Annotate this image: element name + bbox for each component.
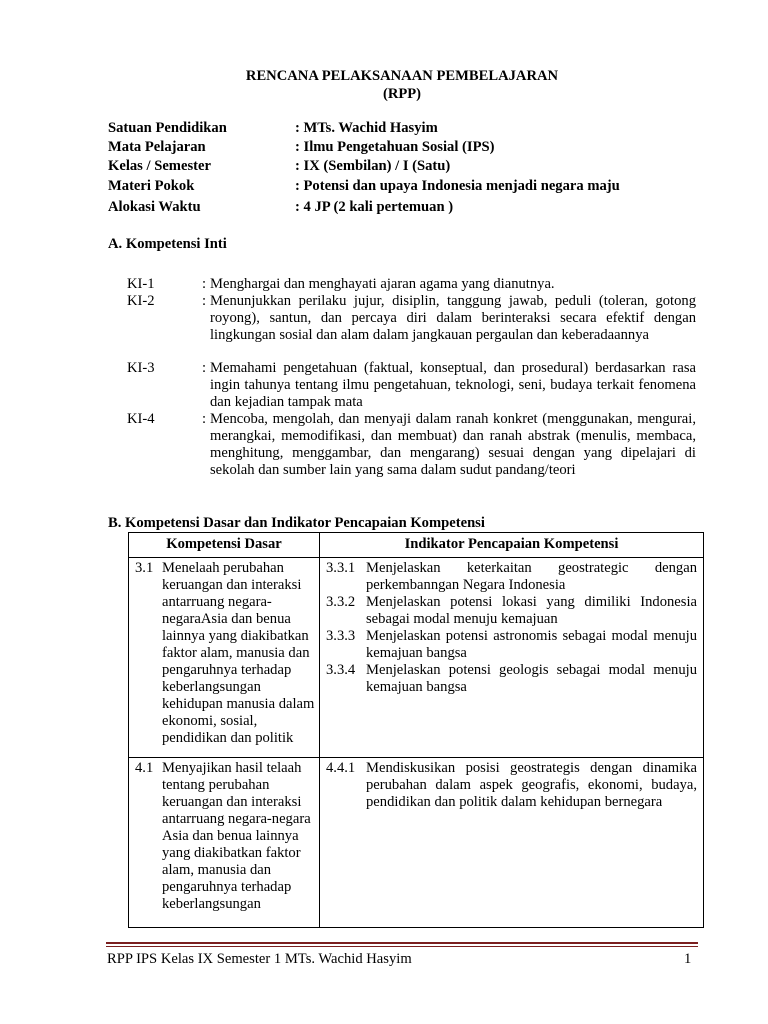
indicator-list (320, 558, 703, 696)
document-title: RENCANA PELAKSANAAN PEMBELAJARAN (245, 68, 559, 84)
identity-value: : IX (Sembilan) / I (Satu) (295, 158, 451, 174)
table-header-row (129, 533, 704, 558)
indicator-text: Menjelaskan keterkaitan geostrategic dengan perkembanngan Negara Indonesia (366, 560, 697, 593)
indicator-text: Menjelaskan potensi astronomis sebagai modal menuju kemajuan bangsa (366, 628, 697, 661)
indicator-text: Menjelaskan potensi geologis sebagai modal menuju kemajuan bangsa (366, 662, 697, 695)
kd-cell (129, 558, 320, 758)
ki-code: KI-2 (127, 293, 155, 309)
kd-number: 4.1 (135, 760, 154, 776)
identity-label: Kelas / Semester (108, 158, 211, 174)
identity-label: Materi Pokok (108, 178, 195, 194)
ki-code: KI-4 (127, 411, 155, 427)
ki-colon: : (202, 293, 207, 309)
column-header-kd: Kompetensi Dasar (129, 533, 320, 558)
identity-value: : MTs. Wachid Hasyim (295, 120, 438, 136)
competency-table (128, 532, 704, 928)
page-number: 1 (684, 951, 692, 967)
footer-rule-thin (106, 946, 698, 947)
indicator-text: Mendiskusikan posisi geostrategis dengan dinamika perubahan dalam aspek geografis, ekonomi, budaya, pendidikan dan politik dalam kehidupan bernegara (366, 760, 697, 810)
indicator-number: 3.3.3 (326, 628, 356, 644)
identity-label: Mata Pelajaran (108, 139, 206, 155)
indicator-list (320, 758, 703, 811)
indicator-item (320, 628, 703, 662)
ki-code: KI-3 (127, 360, 155, 376)
identity-value: : Potensi dan upaya Indonesia menjadi negara maju (295, 178, 620, 194)
ki-colon: : (202, 411, 207, 427)
indicator-item (320, 560, 703, 594)
indicator-text: Menjelaskan potensi lokasi yang dimiliki Indonesia sebagai modal menuju kemajuan (366, 594, 697, 627)
ki-colon: : (202, 276, 207, 292)
kd-entry (129, 558, 319, 747)
kd-cell (129, 758, 320, 928)
kd-entry (129, 758, 319, 913)
indicator-item (320, 662, 703, 696)
identity-label: Alokasi Waktu (108, 199, 201, 215)
ki-code: KI-1 (127, 276, 155, 292)
section-heading-b: B. Kompetensi Dasar dan Indikator Pencapaian Kompetensi (108, 515, 485, 531)
kd-number: 3.1 (135, 560, 154, 576)
ki-text: Menunjukkan perilaku jujur, disiplin, tanggung jawab, peduli (toleran, gotong royong), santun, dan percaya diri dalam berinteraksi secara efektif dengan lingkungan sosial dan alam dalam jangkauan pergaulan dan keberadaannya (210, 293, 696, 343)
ki-text: Mencoba, mengolah, dan menyaji dalam ranah konkret (menggunakan, mengurai, merangkai, memodifikasi, dan membuat) dan ranah abstrak (menulis, membaca, menghitung, menggambar, dan mengarang) sesuai dengan yang dipelajari di sekolah dan sumber lain yang sama dalam sudut pandang/teori (210, 411, 696, 478)
ki-text: Memahami pengetahuan (faktual, konseptual, dan prosedural) berdasarkan rasa ingin tahunya tentang ilmu pengetahuan, teknologi, seni, budaya terkait fenomena dan kejadian tampak mata (210, 360, 696, 410)
ki-text: Menghargai dan menghayati ajaran agama yang dianutnya. (210, 276, 555, 292)
identity-label: Satuan Pendidikan (108, 120, 227, 136)
table-row (129, 558, 704, 758)
footer-rule (106, 942, 698, 944)
document-subtitle: (RPP) (382, 86, 422, 102)
indicator-number: 3.3.4 (326, 662, 356, 678)
section-heading-a: A. Kompetensi Inti (108, 236, 227, 252)
indicator-number: 3.3.1 (326, 560, 356, 576)
identity-value: : 4 JP (2 kali pertemuan ) (295, 199, 454, 215)
identity-value: : Ilmu Pengetahuan Sosial (IPS) (295, 139, 495, 155)
indicator-number: 3.3.2 (326, 594, 356, 610)
table-row (129, 758, 704, 928)
ipk-cell (320, 758, 704, 928)
indicator-number: 4.4.1 (326, 760, 356, 776)
ipk-cell (320, 558, 704, 758)
indicator-item (320, 760, 703, 811)
column-header-ipk: Indikator Pencapaian Kompetensi (320, 533, 704, 558)
footer-text: RPP IPS Kelas IX Semester 1 MTs. Wachid Hasyim (107, 951, 412, 967)
kd-text: Menelaah perubahan keruangan dan interaksi antarruang negara-negaraAsia dan benua lainnya yang diakibatkan faktor alam, manusia dan pengaruhnya terhadap keberlangsungan kehidupan manusia dalam ekonomi, sosial, pendidikan dan politik (162, 560, 315, 746)
kd-text: Menyajikan hasil telaah tentang perubahan keruangan dan interaksi antarruang negara-negara Asia dan benua lainnya yang diakibatkan faktor alam, manusia dan pengaruhnya terhadap keberlangsungan (162, 760, 311, 912)
ki-colon: : (202, 360, 207, 376)
indicator-item (320, 594, 703, 628)
